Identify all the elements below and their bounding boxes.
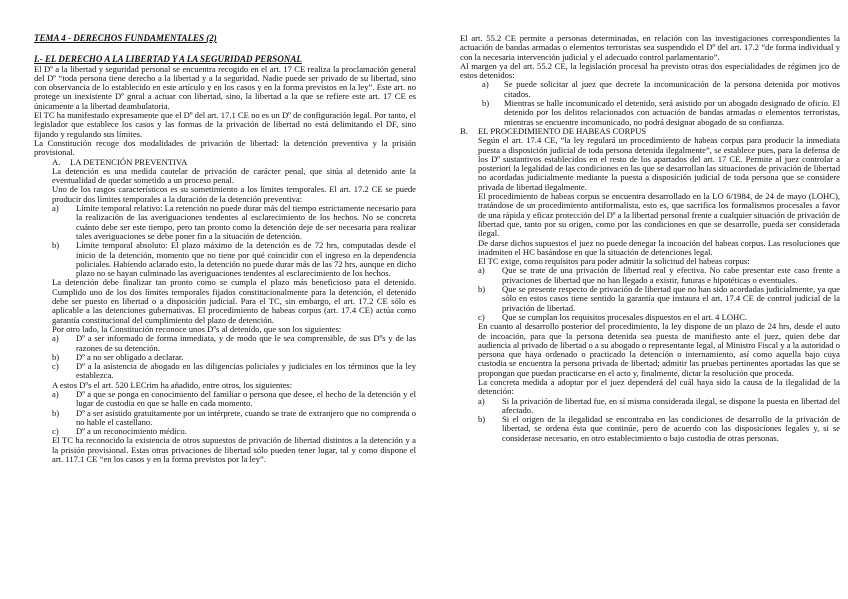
list-text: Dº a ser informado de forma inmediata, y de modo que le sea comprensible, de sus Dºs y de las razones de su detención. <box>76 333 416 353</box>
list-text: Dº a ser asistido gratuitamente por un intérprete, cuando se trate de extranjero que no comprenda o no hable el castellano. <box>76 407 416 427</box>
section-heading-i: I.- EL DERECHO A LA LIBERTAD Y A LA SEGURIDAD PERSONAL <box>34 54 302 65</box>
list-text: Que se trate de una privación de libertad real y efectiva. No cabe presentar este caso frente a privaciones de libertad que no han llegado a existir, futuras e hipotéticas o eventuales. <box>502 265 840 285</box>
list-marker: b) <box>52 407 60 418</box>
list-marker: c) <box>52 361 59 372</box>
list-item <box>34 362 416 381</box>
list-text: Se puede solicitar al juez que decrete la incomunicación de la persona detenida por motivos citados. <box>504 79 840 99</box>
list-text: Si el origen de la ilegalidad se encontraba en las condiciones de desarrollo de la privación de libertad, se ordena ésta que continúe, pero de acuerdo con las disposiciones legales y, si se considerase necesario, en otro establecimiento o bajo custodia de otras personas. <box>502 414 840 443</box>
list-item <box>460 80 840 99</box>
paragraph: Uno de los rasgos característicos es su sometimiento a los límites temporales. El art. 17.2 CE se puede producir dos límites temporales a la duración de la detención preventiva: <box>52 184 416 204</box>
list-text: Dº a la asistencia de abogado en las diligencias policiales y judiciales en los términos que la ley establezca. <box>76 361 416 381</box>
paragraph: A estos Dºs el art. 520 LECrim ha añadido, entre otros, los siguientes: <box>52 379 293 390</box>
list-marker: a) <box>52 203 59 214</box>
list-marker: c) <box>52 426 59 437</box>
list-text: Dº a que se ponga en conocimiento del familiar o persona que desee, el hecho de la detención y el lugar de custodia en que se halle en cada momento. <box>76 388 416 409</box>
list-marker: b) <box>52 240 60 251</box>
list-text: Dº a un reconocimiento médico. <box>76 426 187 437</box>
left-column <box>34 34 416 464</box>
paragraph: La Constitución recoge dos modalidades de privación de libertad: la detención preventiva y la prisión provisional. <box>34 137 416 158</box>
list-text: Que se presente respecto de privación de libertad que no han sido acordadas judicialmente, ya que sólo en estos casos tiene sentido la garantía que instaura el art. 17.4 CE de control judicial de la privación de libertad. <box>502 284 840 313</box>
section-label: B. <box>460 125 468 136</box>
list-text: Límite temporal relativo: La retención no puede durar más del tiempo estrictamente necesario para la realización de las averiguaciones tendentes al esclarecimiento de los hechos. No se concreta cuánto debe ser este tiempo, pero tan pronto como la detención deje de ser necesaria para realizar tales averiguaciones se debe poner fin a la situación de detención. <box>76 203 416 241</box>
list-marker: b) <box>52 351 60 362</box>
list-text: Límite temporal absoluto: El plazo máximo de la detención es de 72 hrs, computadas desde el inicio de la detención, momento que no tiene por qué coincidir con el ingreso en la dependencia policiales. Habiendo aclarado esto, la detención no puede durar más de las 72 hrs, aunque en dicho plazo no se hayan culminado las averiguaciones tendentes al esclarecimiento de los hechos. <box>76 240 416 279</box>
section-label: A. <box>52 156 61 167</box>
paragraph: Al margen ya del art. 55.2 CE, la legislación procesal ha previsto otras dos especialidades de régimen jco de estos detenidos: <box>460 60 840 81</box>
paragraph: El TC exige, como requisitos para poder admitir la solicitud del habeas corpus: <box>478 256 750 267</box>
list-item <box>34 334 416 353</box>
paragraph: El procedimiento de habeas corpus se encuentra desarrollado en la LO 6/1984, de 24 de mayo (LOHC), tratándose de un procedimiento antiformalista, esto es, que sacrifica los formalismos procesales a favor de una rápida y eficaz protección del Dº a la libertad personal frente a cualquier situación de privación de libertad que, tanto por su origen, como por las condiciones en que se desarrolle, pueda ser considerada ilegal. <box>478 191 841 239</box>
paragraph: Según el art. 17.4 CE, “la ley regulará un procedimiento de habeas corpus para producir la inmediata puesta a disposición judicial de toda persona detenida ilegalmente”, se establece pues, para la defensa de los Dº sustantivos establecidos en el resto de los apartados del art. 17 CE. Permite al juez controlar a posteriori la legalidad de las condiciones en las que se desarrollan las situaciones de privación de libertad no acordadas judicialmente mediante la puesta a disposición judicial de toda persona que se considere privada de libertad ilegalmente. <box>478 135 840 192</box>
paragraph: En cuanto al desarrollo posterior del procedimiento, la ley dispone de un plazo de 24 hrs, desde el auto de incoación, para que la persona detenida sea puesta de manifiesto ante el juez, quien debe dar audiencia al privado de libertad o a su abogado o representante legal, al Ministro Fiscal y a la autoridad o persona que haya ordenado o practicado la detención o internamiento, así como aquella bajo cuya custodia se encuentra la persona privada de libertad; admitir las pruebas pertinentes aportadas las que se propongan que puedan practicarse en el acto y, finalmente, dictar la resolución que proceda. <box>478 321 840 378</box>
list-item <box>34 241 416 278</box>
list-marker: a) <box>478 265 485 276</box>
paragraph: De darse dichos supuestos el juez no puede denegar la incoación del habeas corpus. Las resoluciones que inadmiten el HC basándose en que la situación de detenciones legal. <box>478 237 840 257</box>
list-marker: c) <box>478 311 485 322</box>
paragraph: Por otro lado, la Constitución reconoce unos Dºs al detenido, que son los siguientes: <box>52 323 342 334</box>
paragraph: El Dº a la libertad y seguridad personal se encuentra recogido en el art. 17 CE realiza la proclamación general del Dº “toda persona tiene derecho a la libertad y a la seguridad. Nadie puede ser privado de su libertad, sino con observancia de lo establecido en este artículo y en los casos y en la forma previstos en la ley”. Este art. no protege un inexistente Dº gnral a actuar con libertad, sino, la libertad a la que se refiere este art. 17 CE es únicamente a la libertad deambulatoria. <box>34 63 416 111</box>
list-marker: a) <box>52 388 59 399</box>
list-item <box>460 397 840 416</box>
paragraph: El TC ha reconocido la existencia de otros supuestos de privación de libertad distintos a la detención y a la prisión provisional. Estas otras privaciones de libertad sólo pueden tener lugar, tal y como dispone el art. 117.1 CE “en los casos y en la forma previstos por la ley”. <box>52 435 416 465</box>
list-item <box>460 266 840 285</box>
paragraph: El art. 55.2 CE permite a personas determinadas, en relación con las investigaciones correspondientes la actuación de bandas armadas o elementos terroristas sea suspendido el Dº del art. 17.2 “de forma individual y con la necesaria intervención judicial y el adecuado control parlamentario”. <box>460 33 840 62</box>
list-item <box>460 99 840 127</box>
list-marker: a) <box>478 395 485 406</box>
list-text: Mientras se halle incomunicado el detenido, será asistido por un abogado designado de oficio. El detenido por los delitos relacionados con actuación de bandas armadas o elementos terroristas, mientras se encuentre incomunicado, no podrá designar abogado de su confianza. <box>504 98 840 127</box>
list-item <box>460 285 840 313</box>
list-marker: b) <box>478 414 486 425</box>
paragraph: La concreta medida a adoptar por el juez dependerá del cuál haya sido la causa de la ilegalidad de la detención: <box>478 376 840 397</box>
list-text: Que se cumplan los requisitos procesales dispuestos en el art. 4 LOHC. <box>502 311 748 322</box>
list-marker: a) <box>482 79 489 90</box>
list-item <box>34 390 416 409</box>
list-item <box>34 204 416 241</box>
section-title: EL PROCEDIMIENTO DE HABEAS CORPUS <box>478 125 647 136</box>
list-marker: a) <box>52 333 59 344</box>
list-text: Si la privación de libertad fue, en sí misma considerada ilegal, se dispone la puesta en libertad del afectado. <box>502 395 840 415</box>
list-text: Dº a no ser obligado a declarar. <box>76 351 184 362</box>
right-column <box>460 34 840 443</box>
list-marker: b) <box>482 98 490 109</box>
section-title: LA DETENCIÓN PREVENTIVA <box>70 156 188 167</box>
list-item <box>460 415 840 443</box>
paragraph: La detención es una medida cautelar de privación de carácter penal, que sitúa al detenido ante la eventualidad de quedar sometido a un proceso penal. <box>52 165 416 186</box>
document-title: TEMA 4 - DERECHOS FUNDAMENTALES (2) <box>34 33 217 43</box>
list-item <box>34 409 416 428</box>
paragraph: El TC ha manifestado expresamente que el Dº del art. 17.1 CE no es un Dº de configuración legal. Por tanto, el legislador que establece los casos y las formas de la privación de libertad no está delimitando el DF, sino fijando y regulando sus límites. <box>34 110 416 139</box>
list-marker: b) <box>478 284 486 295</box>
paragraph: La detención debe finalizar tan pronto como se cumpla el plazo más beneficioso para el detenido. Cumplido uno de los dos límites temporales fijados constitucionalmente para la detención, el detenido debe ser puesto en libertad o a disposición judicial. Para el TC, sin embargo, el art. 17.2 CE sólo es aplicable a las detenciones gubernativas. El procedimiento de habeas corpus (art. 17.4 CE) actúa como garantía constitucional del cumplimiento del plazo de detención. <box>52 277 416 325</box>
